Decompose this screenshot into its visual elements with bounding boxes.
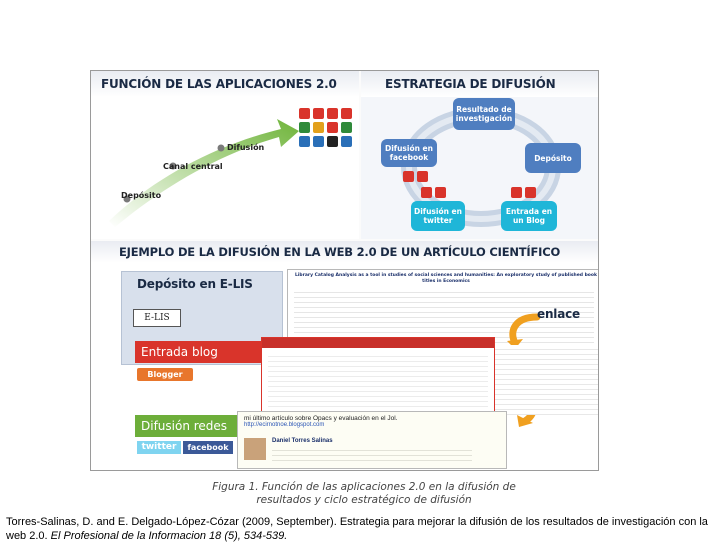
people-icon <box>299 122 310 133</box>
reference-authors: Torres-Salinas, D. and E. Delgado-López-Cózar (2009, September). Estrategia para mejorar la difusión de los resultados de investigación con la web 2.0. <box>6 516 708 542</box>
people-icon <box>341 108 352 119</box>
node-facebook: Difusión en facebook <box>381 139 437 167</box>
people-icon <box>313 136 324 147</box>
node-resultado: Resultado de investigación <box>453 98 515 130</box>
people-icon <box>313 108 324 119</box>
social-text: mi último artículo sobre Opacs y evaluación en el Jol. <box>244 415 398 422</box>
social-post <box>237 411 507 469</box>
avatar <box>244 438 266 460</box>
reference-details: 18 (5), 534-539. <box>209 530 288 542</box>
funcion-panel <box>91 71 359 239</box>
elis-logo: E-LIS <box>133 309 181 327</box>
enlace-label: enlace <box>537 307 580 321</box>
step-difusion: Difusión <box>227 143 265 152</box>
blog-document <box>261 337 495 415</box>
figure-image <box>90 70 599 471</box>
share-icon <box>417 171 428 182</box>
people-icon <box>313 122 324 133</box>
blogger-logo: Blogger <box>137 368 193 381</box>
share-icon <box>403 171 414 182</box>
reference <box>6 515 722 543</box>
share-icon <box>511 187 522 198</box>
node-twitter: Difusión en twitter <box>411 201 465 231</box>
people-icon <box>341 136 352 147</box>
estrategia-title: ESTRATEGIA DE DIFUSIÓN <box>385 77 556 91</box>
facebook-logo: facebook <box>183 441 233 454</box>
entrada-label: Entrada blog <box>135 341 281 363</box>
caption-text: Figura 1. Función de las aplicaciones 2.0 en la difusión de resultados y ciclo estratégico de difusión <box>212 481 516 506</box>
people-icon <box>327 122 338 133</box>
social-author: Daniel Torres Salinas <box>272 438 333 444</box>
ejemplo-title: EJEMPLO DE LA DIFUSIÓN EN LA WEB 2.0 DE UN ARTÍCULO CIENTÍFICO <box>119 245 561 259</box>
difusion-label: Difusión redes <box>135 415 281 437</box>
people-icon <box>299 136 310 147</box>
step-deposito: Depósito <box>121 191 162 200</box>
funcion-title: FUNCIÓN DE LAS APLICACIONES 2.0 <box>101 77 337 91</box>
share-icon <box>525 187 536 198</box>
estrategia-panel <box>361 71 599 239</box>
share-icon <box>435 187 446 198</box>
share-icon <box>421 187 432 198</box>
people-icon <box>299 108 310 119</box>
twitter-logo: twitter <box>137 441 181 454</box>
growth-arrow <box>91 71 359 239</box>
deposito-label: Depósito en E-LIS <box>137 277 253 291</box>
social-link: http://ecirnotnoe.blogspot.com <box>244 422 325 428</box>
node-blog: Entrada en un Blog <box>501 201 557 231</box>
article-title: Library Catalog Analysis as a tool in studies of social sciences and humanities: An exploratory study of published book titles in Economics <box>294 273 597 284</box>
people-icon <box>327 136 338 147</box>
figure-caption <box>0 481 728 507</box>
people-icon <box>327 108 338 119</box>
step-canal-central: Canal central <box>163 162 223 171</box>
side-document <box>495 345 599 415</box>
reference-journal: El Profesional de la Informacion <box>50 530 206 542</box>
ejemplo-panel <box>91 241 599 471</box>
node-deposito: Depósito <box>525 143 581 173</box>
people-icon <box>341 122 352 133</box>
